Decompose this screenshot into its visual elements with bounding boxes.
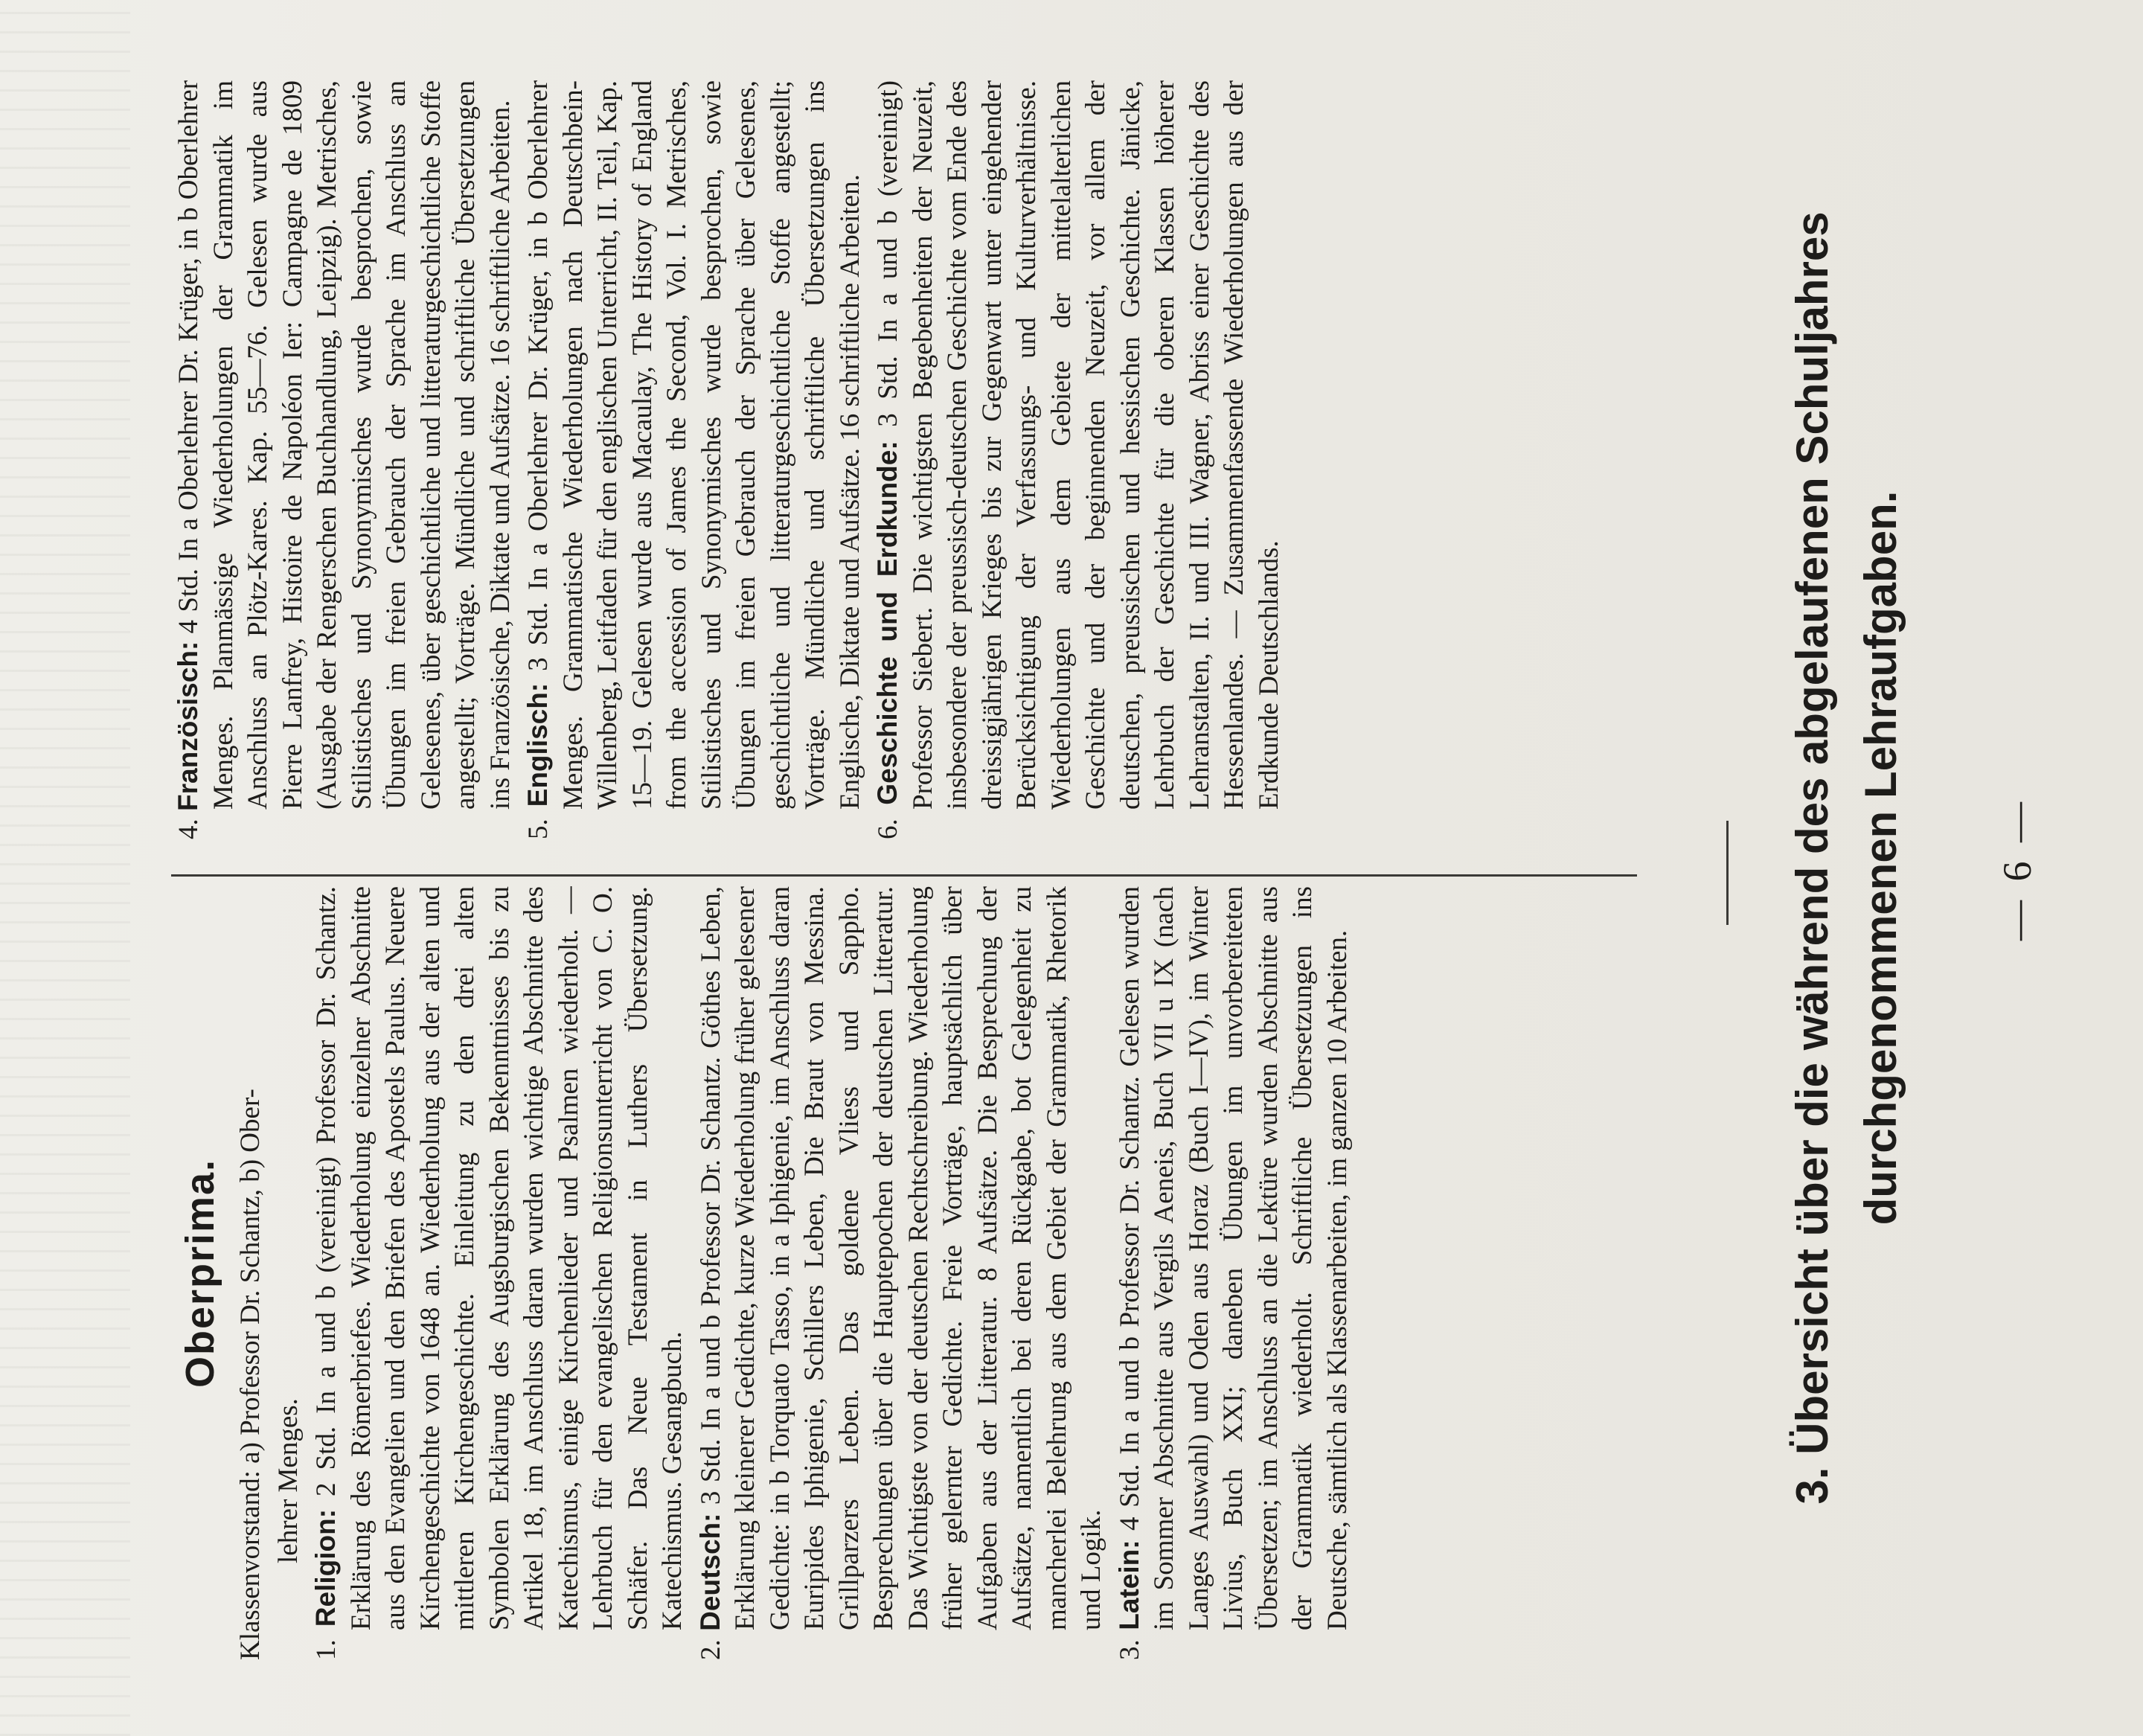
subject-entry-franzoesisch — [171, 80, 518, 839]
entry-number: 5. — [523, 819, 554, 839]
entry-number: 3. — [1114, 1639, 1145, 1660]
column-divider — [171, 874, 1637, 877]
entry-number: 4. — [173, 819, 204, 839]
section-heading: 3. Übersicht über die während des abgelaufenen Schuljahres durchgenommenen Lehraufgaben. — [1787, 211, 1906, 1505]
right-column — [171, 80, 1644, 839]
subject-entry-religion — [309, 886, 691, 1660]
page-number: — 6 — — [1995, 798, 2040, 941]
subject-entry-englisch — [521, 80, 868, 839]
bleed-through-strip — [0, 0, 130, 1736]
subject-text: 3 Std. In a Oberlehrer Dr. Krüger, in b Oberlehrer Menges. Grammatische Wiederholungen nach Deutschbein-Willenberg, Leitfaden für den englischen Unterricht, II. Teil, Kap. 15—19. Gelesen wurde aus Macaulay, The History of England from the accession of James the Second, Vol. I. Metrisches, Stilistisches und Synonymisches wurde besprochen, sowie Übungen im freien Gebrauch der Sprache über Gelesenes, geschichtliche und litteraturgeschichtliche Stoffe angestellt; Vorträge. Mündliche und schriftliche Übersetzungen ins Englische, Diktate und Aufsätze. 16 schriftliche Arbeiten. — [523, 80, 865, 810]
entry-number: 1. — [311, 1639, 342, 1660]
subject-text: 2 Std. In a und b (vereinigt) Professor Dr. Schantz. Erklärung des Römerbriefes. Wiederholung einzelner Abschnitte aus den Evangelien und den Briefen des Apostels Paulus. Neuere Kirchengeschichte von 1648 an. Wiederholung aus der alten und mittleren Kirchengeschichte. Einleitung zu den drei alten Symbolen Erklärung des Augsburgischen Bekenntnisses bis zu Artikel 18, im Anschluss daran wurden wichtige Abschnitte des Katechismus, einige Kirchenlieder und Psalmen wiederholt. — Lehrbuch für den evangelischen Religionsunterricht von C. O. Schäfer. Das Neue Testament in Luthers Übersetzung. Katechismus. Gesangbuch. — [311, 886, 688, 1630]
subject-text: 4 Std. In a Oberlehrer Dr. Krüger, in b Oberlehrer Menges. Planmässige Wiederholungen der Grammatik im Anschluss an Plötz-Kares. Kap. 55—76. Gelesen wurde aus Pierre Lanfrey, Histoire de Napoléon Ier: Campagne de 1809 (Ausgabe der Rengerschen Buchhandlung, Leipzig). Metrisches, Stilistisches und Synonymisches wurde besprochen, sowie Übungen im freien Gebrauch der Sprache im Anschluss an Gelesenes, über geschichtliche und litteraturgeschichtliche Stoffe angestellt; Vorträge. Mündliche und schriftliche Übersetzungen ins Französische, Diktate und Aufsätze. 16 schriftliche Arbeiten. — [173, 80, 516, 810]
subject-name: Latein: — [1113, 1540, 1144, 1630]
entry-number: 2. — [695, 1639, 726, 1660]
left-column — [171, 886, 1644, 1660]
klassenvorstand-cont: lehrer Menges. — [272, 1398, 304, 1563]
subject-entry-latein — [1112, 886, 1356, 1660]
subject-name: Französisch: — [173, 641, 203, 811]
subject-text: 3 Std. In a und b (vereinigt) Professor Siebert. Die wichtigsten Begebenheiten der Neuzeit, insbesondere der preussisch-deutschen Geschichte vom Ende des dreissigjährigen Krieges bis zur Gegenwart unter eingehender Berücksichtigung der Verfassungs- und Kulturverhältnisse. Wiederholungen aus dem Gebiete der mittelalterlichen Geschichte und der beginnenden Neuzeit, vor allem der deutschen, preussischen und hessischen Geschichte. Jänicke, Lehrbuch der Geschichte für die oberen Klassen höherer Lehranstalten, II. und III. Wagner, Abriss einer Geschichte des Hessenlandes. — Zusammenfassende Wiederholungen aus der Erdkunde Deutschlands. — [873, 80, 1284, 810]
subject-name: Deutsch: — [694, 1513, 725, 1631]
subject-text: 4 Std. In a und b Professor Dr. Schantz. Gelesen wurden im Sommer Abschnitte aus Vergils Aeneis, Buch VII u IX (nach Langes Auswahl) und Oden aus Horaz (Buch I—IV), im Winter Livius, Buch XXI; daneben Übungen im unvorbereiteten Übersetzen; im Anschluss an die Lektüre wurden Abschnitte aus der Grammatik wiederholt. Schriftliche Übersetzungen ins Deutsche, sämtlich als Klassenarbeiten, im ganzen 10 Arbeiten. — [1114, 886, 1353, 1630]
subject-name: Religion: — [310, 1508, 341, 1627]
entry-number: 6. — [873, 819, 903, 839]
heading-rule — [1726, 821, 1729, 925]
subject-entry-geschichte — [871, 80, 1287, 839]
klassenvorstand: Klassenvorstand: a) Professor Dr. Schantz, b) Ober- — [235, 1089, 266, 1660]
subject-name: Englisch: — [522, 682, 553, 807]
class-title: Oberprima. — [178, 1158, 222, 1389]
subject-text: 3 Std. In a und b Professor Dr. Schantz. Göthes Leben, Erklärung kleinerer Gedichte, kurze Wiederholung früher gelesener Gedichte: in b Torquato Tasso, in a Iphigenie, im Anschluss daran Euripides Iphigenie, Schillers Leben, Die Braut von Messina. Grillparzers Leben. Das goldene Vliess und Sappho. Besprechungen über die Hauptepochen der deutschen Litteratur. Das Wichtigste von der deutschen Rechtschreibung. Wiederholung früher gelernter Gedichte. Freie Vorträge, hauptsächlich über Aufgaben aus der Litteratur. 8 Aufsätze. Die Besprechung der Aufsätze, namentlich bei deren Rückgabe, bot Gelegenheit zu mancherlei Belehrung aus dem Gebiet der Grammatik, Rhetorik und Logik. — [695, 886, 1106, 1630]
subject-entry-deutsch — [693, 886, 1109, 1660]
subject-name: Geschichte und Erdkunde: — [872, 441, 903, 805]
